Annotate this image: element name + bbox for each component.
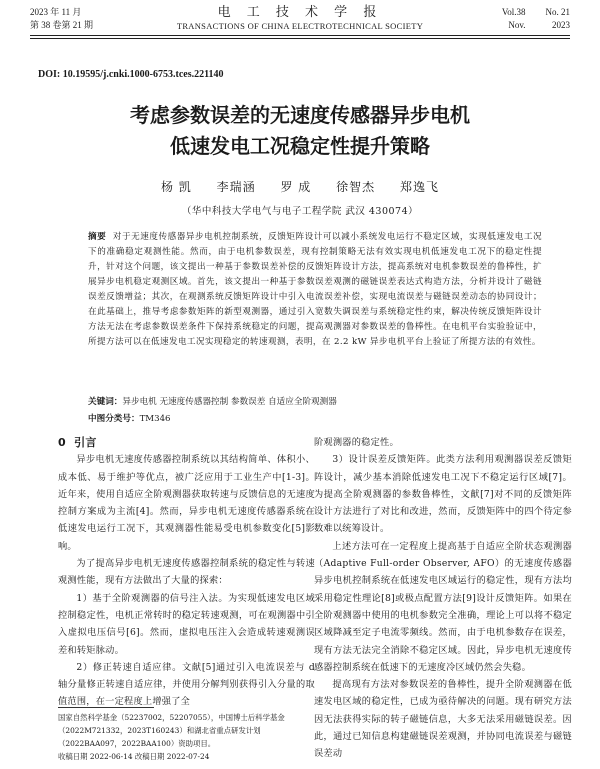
paragraph: 为了提高异步电机无速度传感器控制系统的稳定性与转速观测性能，现有方法做出了大量的探索： — [58, 558, 315, 587]
left-column — [58, 434, 315, 711]
volume-cn: 第 38 卷第 21 期 — [30, 20, 94, 30]
clc-label: 中图分类号： — [88, 414, 140, 424]
journal-name-en: TRANSACTIONS OF CHINA ELECTROTECHNICAL SOCIETY — [176, 21, 424, 31]
title-line-1: 考虑参数误差的无速度传感器异步电机 — [130, 103, 470, 127]
journal-header — [30, 6, 570, 56]
clc-value: TM346 — [139, 414, 171, 424]
year-label: 2023 — [552, 20, 570, 30]
paragraph: 提高现有方法对参数误差的鲁棒性，提升全阶观测器在低速发电区域的稳定性，已成为亟待解决的问题。现有研究方法因无法获得实际的转子磁链信息，大多无法采用磁链误差。因此，通过已知信息构建磁链误差观测，并协同电流误差与磁链误差动 — [314, 679, 572, 760]
section-heading — [58, 434, 315, 451]
vol-label: Vol.38 — [501, 7, 526, 17]
paragraph: 1）基于全阶观测器的信号注入法。为实现低速发电区域控制稳定性，电机正常转时的稳定转速观测，可在观测器中引入虚拟电压信号[6]。然而，虚拟电压注入会造成转速观测误差和转矩脉动。 — [58, 592, 315, 656]
footnote — [58, 711, 308, 763]
footnote-rule — [58, 707, 154, 708]
author-5: 郑逸飞 — [399, 180, 439, 194]
section-number: 0 — [58, 436, 66, 449]
clc-number — [88, 412, 171, 424]
issue-date-cn: 2023 年 11 月 — [30, 7, 82, 17]
affiliation: （华中科技大学电气与电子工程学院 武汉 430074） — [181, 206, 419, 217]
paragraph: 阶观测器的稳定性。 — [314, 437, 399, 448]
received-dates: 收稿日期 2022-06-14 改稿日期 2022-07-24 — [58, 752, 210, 761]
title-line-2: 低速发电工况稳定性提升策略 — [170, 134, 430, 158]
keywords-label: 关键词： — [88, 397, 123, 407]
author-1: 杨 凯 — [160, 180, 192, 194]
abstract — [88, 230, 542, 350]
paragraph: 上述方法可在一定程度上提高基于自适应全阶状态观测器（Adaptive Full-order Observer, AFO）的无速度传感器异步电机控制系统在低速发电区域运行的稳定性，现有方法均采用稳定性理论[8]或极点配置方法[9]设计反馈矩阵。如果在全阶观测器中使用的电机参数完全准确，理论上可以将不稳定区域降减至定子电流零频线。然而，由于电机参数存在误差，现有方法无法完全消除不稳定区域。因此，异步电机无速度传感器控制系统在低速下的无速度冷区域仍然会失稳。 — [314, 540, 572, 673]
author-2: 李瑞涵 — [216, 180, 256, 194]
authors — [0, 178, 600, 195]
paragraph: 3）设计误差反馈矩阵。此类方法利用观测器误差反馈矩阵设计，减少基本消除低速发电工况下不稳定运行区域[7]。为提高全阶观测器的参数鲁棒性，文献[7]对不同的反馈矩阵设计方法进行了对比和改进，然而，反馈矩阵中的四个待定参数难以统筹设计。 — [314, 454, 572, 535]
paragraph: 异步电机无速度传感器控制系统以其结构简单、体积小、成本低、易于维护等优点，被广泛应用于工业生产中[1-3]。近年来，使用自适应全阶观测器获取转速与反馈信息的无速度控制方案成为主流[4]。然而，异步电机无速度传感器系统在低速发电运行工况下，其观测器性能易受电机参数变化[5]影响。 — [58, 454, 315, 552]
month-label: Nov. — [508, 20, 526, 30]
keywords-text: 异步电机 无速度传感器控制 参数误差 自适应全阶观测器 — [122, 397, 337, 407]
doi[interactable]: DOI: 10.19595/j.cnki.1000-6753.tces.221140 — [38, 69, 224, 80]
paragraph: 2）修正转速自适应律。文献[5]通过引入电流误差与 d 轴分量修正转速自适应律，并使用分解判别获得引入分量的取值范围，在一定程度上增强了全 — [58, 661, 315, 708]
keywords — [88, 395, 542, 409]
journal-name-cn: 电 工 技 术 学 报 — [217, 5, 383, 20]
right-column — [314, 434, 572, 763]
fund-note: 国家自然科学基金（52237002，52207055），中国博士后科学基金（2022M721332，2023T160243）和湖北省重点研发计划（2022BAA097，2022BAA100）资助项目。 — [58, 713, 285, 748]
header-right — [486, 6, 571, 32]
author-4: 徐智杰 — [336, 180, 376, 194]
abstract-label: 摘要 — [88, 232, 107, 242]
header-rule-thin — [30, 38, 570, 39]
paper-title — [0, 100, 600, 162]
abstract-text: 对于无速度传感器异步电机控制系统，反馈矩阵设计可以减小系统发电运行不稳定区域，实现低速发电工况下的准确稳定观测性能。然而，由于电机参数误差，现有控制策略无法有效实现电机低速发电工况下的稳定性提升，针对这个问题，该文提出一种基于参数误差补偿的反馈矩阵设计方法，提高系统对电机参数误差的鲁棒性，扩展异步电机稳定观测区域。首先，该文提出一种基于参数误差观测的磁链误差表达式构造方法，分析并设计了磁链误差反馈增益；其次，在观测系统反馈矩阵设计中引入电流误差补偿，实现电流误差与磁链误差动态的协同设计；在此基础上，推导考虑参数矩阵的新型观测器，通过引入宽数失调误差与系统稳定性约束，解决传统反馈矩阵设计方法无法在考虑参数误差条件下保持系统稳定的问题，提高观测器对参数误差的鲁棒性。在电机平台实验验证中，所提方法可以在低速发电工况实现稳定的转速观测，表明，在 2.2 kW 异步电机平台上验证了所提方法的有效性。 — [88, 232, 542, 347]
no-label: No. 21 — [545, 7, 570, 17]
author-3: 罗 成 — [280, 180, 312, 194]
section-title: 引言 — [74, 436, 97, 449]
header-rule-thick — [30, 35, 570, 36]
